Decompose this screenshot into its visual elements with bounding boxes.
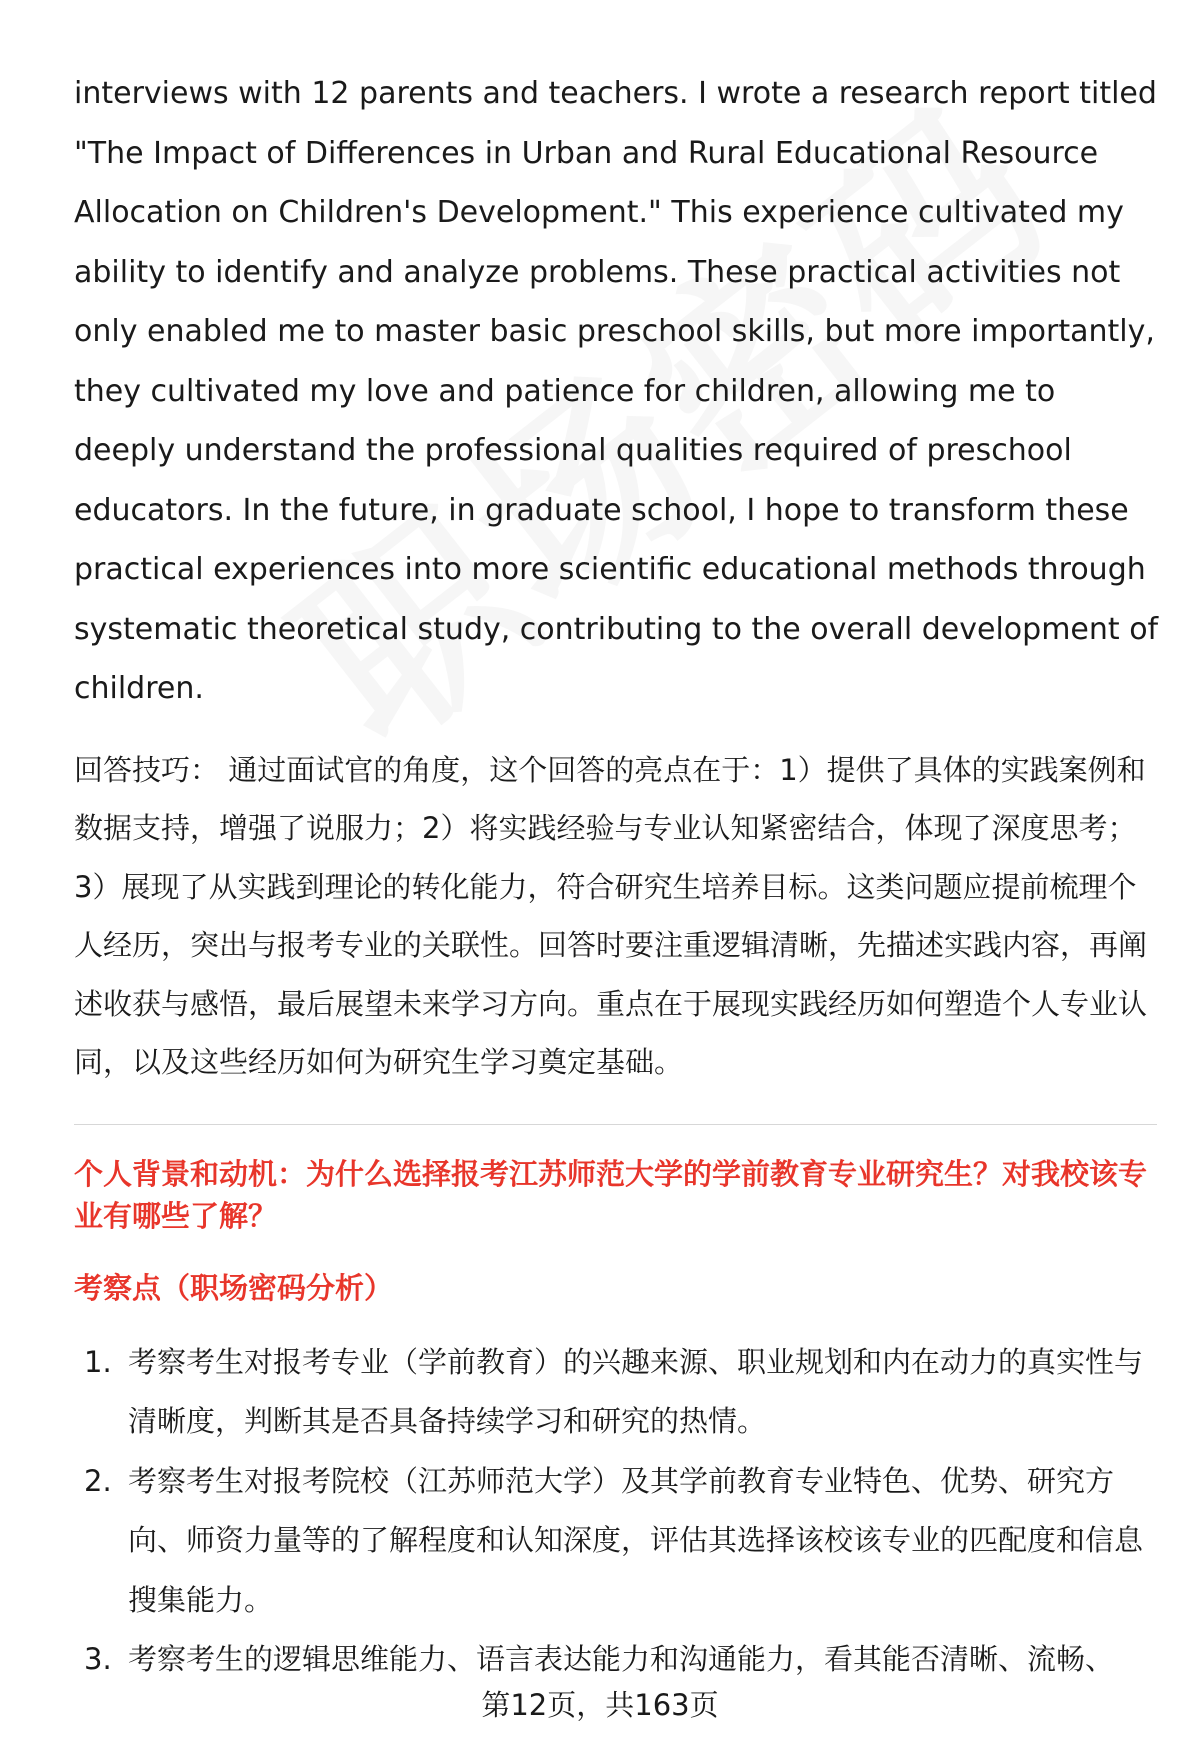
list-item-number: 2. xyxy=(84,1463,112,1498)
page-content xyxy=(74,64,1164,1690)
list-item-text: 考察考生对报考专业（学前教育）的兴趣来源、职业规划和内在动力的真实性与清晰度，判断其是否具备持续学习和研究的热情。 xyxy=(128,1344,1144,1438)
list-item-text: 考察考生的逻辑思维能力、语言表达能力和沟通能力，看其能否清晰、流畅、 xyxy=(128,1642,1115,1676)
analysis-points-list xyxy=(74,1333,1164,1690)
answer-paragraph: interviews with 12 parents and teachers. I wrote a research report titled "The Impact of Differences in Urban and Rural Educational Resource Allocation on Children's Development." This experience cultivated my ability to identify and analyze problems. These practical activities not only enabled me to master basic preschool skills, but more importantly, they cultivated my love and patience for children, allowing me to deeply understand the professional qualities required of preschool educators. In the future, in graduate school, I hope to transform these practical experiences into more scientific educational methods through systematic theoretical study, contributing to the overall development of children. xyxy=(74,76,1159,706)
list-item xyxy=(74,1630,1164,1690)
analysis-section-title: 考察点（职场密码分析） xyxy=(74,1270,394,1305)
section-divider xyxy=(74,1124,1157,1125)
list-item-number: 3. xyxy=(84,1642,112,1676)
interview-question: 个人背景和动机：为什么选择报考江苏师范大学的学前教育专业研究生？对我校该专业有哪些了解？ xyxy=(74,1156,1148,1233)
list-item-number: 1. xyxy=(84,1344,112,1379)
list-item-text: 考察考生对报考院校（江苏师范大学）及其学前教育专业特色、优势、研究方向、师资力量等的了解程度和认知深度，评估其选择该校该专业的匹配度和信息搜集能力。 xyxy=(128,1463,1144,1617)
page-footer: 第12页，共163页 xyxy=(481,1688,719,1722)
answer-tips-paragraph: 回答技巧： 通过面试官的角度，这个回答的亮点在于：1）提供了具体的实践案例和数据支持，增强了说服力；2）将实践经验与专业认知紧密结合，体现了深度思考；3）展现了从实践到理论的转化能力，符合研究生培养目标。这类问题应提前梳理个人经历，突出与报考专业的关联性。回答时要注重逻辑清晰，先描述实践内容，再阐述收获与感悟，最后展望未来学习方向。重点在于展现实践经历如何塑造个人专业认同，以及这些经历如何为研究生学习奠定基础。 xyxy=(74,752,1148,1079)
list-item xyxy=(74,1452,1164,1631)
list-item xyxy=(74,1333,1164,1452)
